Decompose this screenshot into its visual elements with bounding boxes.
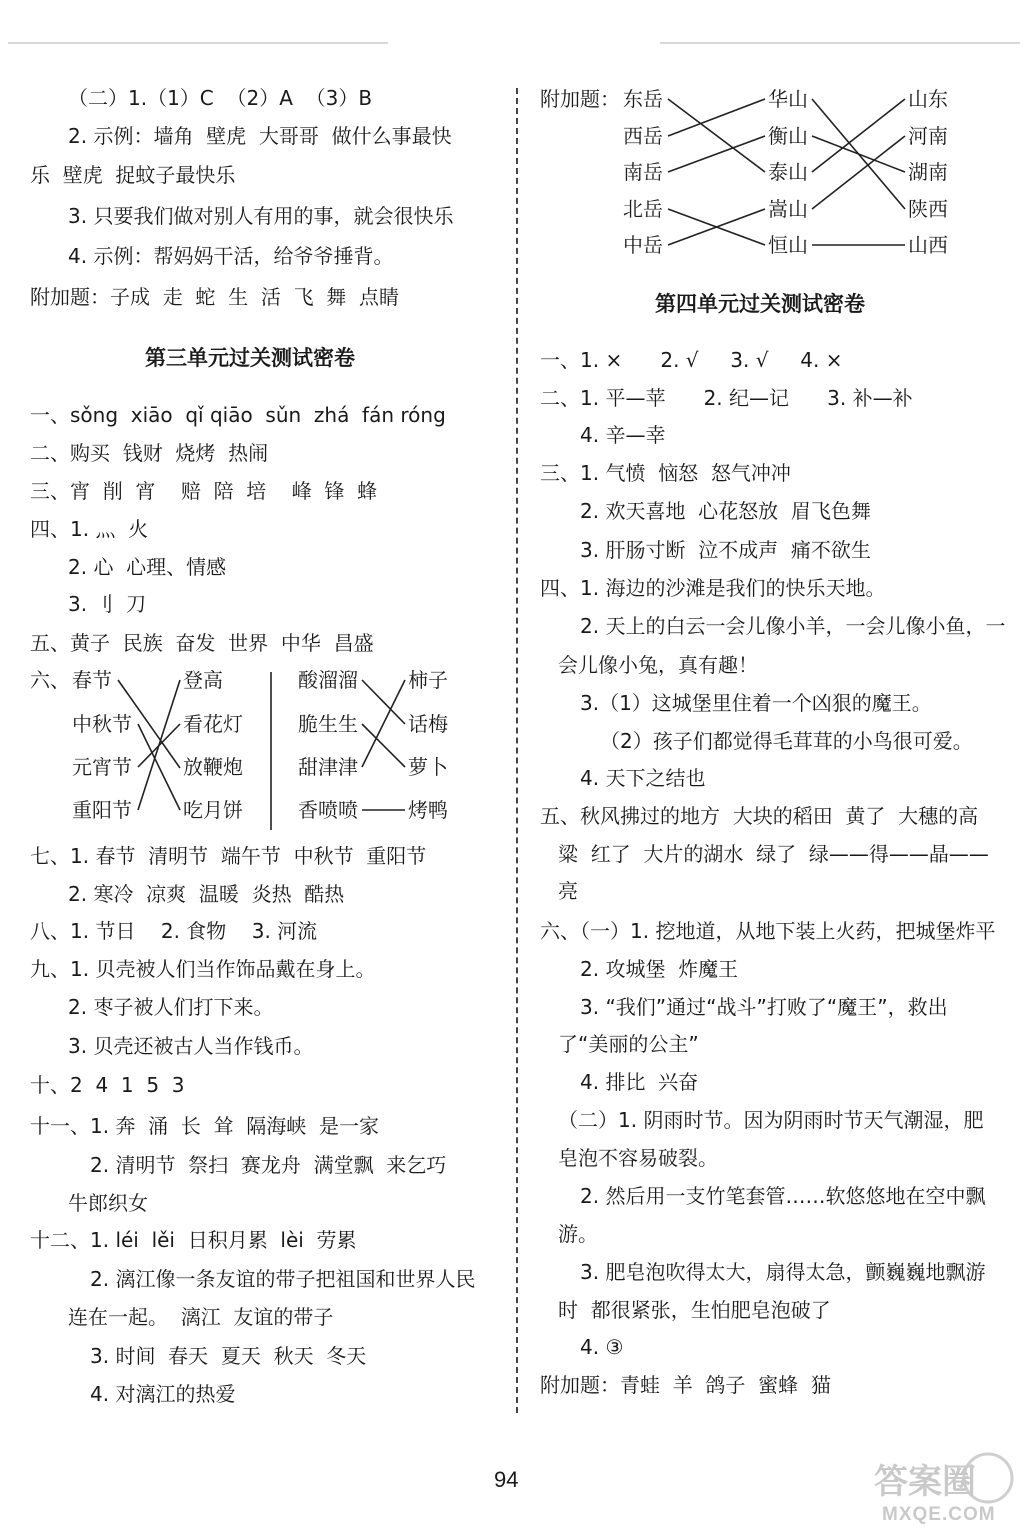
- answer-line: 2. 攻城堡 炸魔王: [580, 957, 739, 981]
- answer-line: 二、1. 平—苹 2. 纪—记 3. 补—补: [540, 386, 913, 410]
- food-label: 萝卜: [408, 755, 448, 779]
- answer-line: 2. 漓江像一条友谊的带子把祖国和世界人民: [90, 1267, 476, 1291]
- answer-line: 一、1. × 2. √ 3. √ 4. ×: [540, 348, 843, 372]
- answer-line: 乐 壁虎 捉蚊子最快乐: [30, 163, 236, 187]
- connector-line: [812, 136, 905, 172]
- answer-line: 2. 然后用一支竹笔套管……软悠悠地在空中飘: [580, 1184, 986, 1208]
- province-label: 陕西: [908, 197, 948, 221]
- answer-line: 粱 红了 大片的湖水 绿了 绿——得——晶——: [558, 842, 989, 866]
- custom-label: 放鞭炮: [183, 755, 243, 779]
- answer-line: 时 都很紧张，生怕肥皂泡破了: [558, 1298, 831, 1322]
- answer-line: 3. 贝壳还被古人当作钱币。: [68, 1034, 314, 1058]
- mountain-name-label: 嵩山: [768, 197, 808, 221]
- answer-line: 牛郎织女: [68, 1191, 148, 1215]
- unit3-title: 第三单元过关测试密卷: [145, 346, 355, 370]
- watermark-main-text: 答案圈: [874, 1463, 976, 1501]
- answer-line: 3. “我们”通过“战斗”打败了“魔王”，救出: [580, 995, 948, 1019]
- question-number: 六、: [30, 668, 70, 692]
- page-number: 94: [494, 1467, 519, 1492]
- food-label: 柿子: [408, 668, 448, 692]
- answer-line: 2. 欢天喜地 心花怒放 眉飞色舞: [580, 499, 871, 523]
- taste-label: 脆生生: [298, 712, 358, 736]
- mountain-name-label: 恒山: [768, 233, 808, 257]
- taste-label: 甜津津: [298, 755, 358, 779]
- food-label: 话梅: [408, 712, 448, 736]
- connector-line: [668, 99, 765, 136]
- answer-line: 4. 示例：帮妈妈干活，给爷爷捶背。: [68, 244, 394, 268]
- food-label: 烤鸭: [408, 798, 448, 822]
- province-label: 山东: [908, 87, 948, 111]
- mountain-label: 北岳: [623, 197, 663, 221]
- province-label: 湖南: [908, 160, 948, 184]
- answer-line: 皂泡不容易破裂。: [558, 1146, 718, 1170]
- answer-line: 3.（1）这城堡里住着一个凶狠的魔王。: [580, 691, 932, 715]
- answer-line: （二）1.（1）C （2）A （3）B: [68, 86, 373, 110]
- connector-line: [362, 680, 405, 767]
- mountain-name-label: 衡山: [768, 124, 808, 148]
- province-label: 山西: [908, 233, 948, 257]
- mountain-label: 西岳: [623, 124, 663, 148]
- answer-line: （二）1. 阴雨时节。因为阴雨时节天气潮湿，肥: [558, 1108, 984, 1132]
- festival-label: 重阳节: [72, 798, 132, 822]
- answer-line: 一、sǒng xiāo qǐ qiāo sǔn zhá fán róng: [30, 403, 446, 427]
- answer-line: 十、2 4 1 5 3: [30, 1073, 185, 1097]
- connector-line: [812, 136, 905, 209]
- connector-line: [668, 99, 765, 172]
- answer-line: 2. 清明节 祭扫 赛龙舟 满堂飘 来乞巧: [90, 1153, 447, 1177]
- answer-line: 2. 寒冷 凉爽 温暖 炎热 酷热: [68, 882, 345, 906]
- connector-line: [138, 724, 180, 810]
- answer-line: 亮: [558, 879, 578, 903]
- column-divider: [516, 88, 518, 1413]
- answer-line: 2. 心 心理、情感: [68, 555, 227, 579]
- festival-label: 中秋节: [72, 712, 132, 736]
- mountain-name-label: 华山: [768, 87, 808, 111]
- connector-line: [812, 99, 905, 172]
- taste-label: 香喷喷: [298, 798, 358, 822]
- taste-label: 酸溜溜: [298, 668, 358, 692]
- answer-line: 3. 刂 刀: [68, 592, 147, 616]
- top-rule-left: [8, 42, 388, 44]
- answer-line: 了“美丽的公主”: [558, 1032, 699, 1056]
- answer-line: 游。: [558, 1222, 598, 1246]
- mountain-name-label: 泰山: [768, 160, 808, 184]
- answer-line: 2. 示例：墙角 壁虎 大哥哥 做什么事最快: [68, 124, 452, 148]
- mountain-label: 南岳: [623, 160, 663, 184]
- answer-line: 五、黄子 民族 奋发 世界 中华 昌盛: [30, 631, 374, 655]
- answer-line: 十一、1. 奔 涌 长 耸 隔海峡 是一家: [30, 1114, 380, 1138]
- answer-line: 2. 枣子被人们打下来。: [68, 995, 274, 1019]
- answer-line: 4. 排比 兴奋: [580, 1070, 699, 1094]
- answer-line: 附加题：青蛙 羊 鸽子 蜜蜂 猫: [540, 1373, 831, 1397]
- answer-line: 五、秋风拂过的地方 大块的稻田 黄了 大穗的高: [540, 804, 979, 828]
- mountain-label: 东岳: [623, 87, 663, 111]
- answer-line: 四、1. 灬 火: [30, 517, 149, 541]
- answer-line: 3. 肥皂泡吹得太大，扇得太急，颤巍巍地飘游: [580, 1260, 986, 1284]
- festival-label: 春节: [72, 668, 112, 692]
- connector-line: [362, 680, 405, 724]
- connector-line: [668, 209, 765, 245]
- answer-line: 4. ③: [580, 1335, 624, 1359]
- answer-line: 4. 辛—幸: [580, 423, 666, 447]
- festival-label: 元宵节: [72, 755, 132, 779]
- connector-line: [812, 99, 905, 209]
- unit4-title: 第四单元过关测试密卷: [655, 292, 865, 316]
- answer-line: 连在一起。 漓江 友谊的带子: [68, 1305, 334, 1329]
- custom-label: 看花灯: [183, 712, 243, 736]
- top-rule-right: [660, 42, 1020, 44]
- answer-line: （2）孩子们都觉得毛茸茸的小鸟很可爱。: [600, 729, 973, 753]
- answer-line: 十二、1. léi lěi 日积月累 lèi 劳累: [30, 1228, 357, 1252]
- answer-line: 2. 天上的白云一会儿像小羊，一会儿像小鱼，一: [580, 614, 1006, 638]
- extra-question-prefix: 附加题：: [540, 87, 620, 111]
- answer-line: 4. 对漓江的热爱: [90, 1382, 236, 1406]
- connector-line: [138, 680, 180, 810]
- custom-label: 登高: [183, 668, 223, 692]
- answer-line: 七、1. 春节 清明节 端午节 中秋节 重阳节: [30, 844, 427, 868]
- answer-line: 3. 只要我们做对别人有用的事，就会很快乐: [68, 204, 454, 228]
- province-label: 河南: [908, 124, 948, 148]
- answer-line: 三、宵 削 宵 赔 陪 培 峰 锋 蜂: [30, 479, 378, 503]
- answer-line: 3. 肝肠寸断 泣不成声 痛不欲生: [580, 538, 871, 562]
- custom-label: 吃月饼: [183, 798, 243, 822]
- answer-line: 会儿像小兔，真有趣！: [558, 653, 758, 677]
- connector-line: [362, 724, 405, 767]
- answer-line: 4. 天下之结也: [580, 766, 706, 790]
- watermark-logo: [868, 1450, 1018, 1530]
- connector-line: [668, 136, 765, 172]
- answer-line: 三、1. 气愤 恼怒 怒气冲冲: [540, 461, 791, 485]
- answer-line: 六、（一）1. 挖地道，从地下装上火药，把城堡炸平: [540, 919, 996, 943]
- connector-line: [668, 209, 765, 245]
- answer-line: 3. 时间 春天 夏天 秋天 冬天: [90, 1344, 367, 1368]
- answer-line: 八、1. 节日 2. 食物 3. 河流: [30, 919, 318, 943]
- answer-line: 附加题：子成 走 蛇 生 活 飞 舞 点睛: [30, 285, 400, 309]
- answer-line: 二、购买 钱财 烧烤 热闹: [30, 441, 269, 465]
- mountain-label: 中岳: [623, 233, 663, 257]
- connector-line: [138, 724, 180, 767]
- answer-line: 四、1. 海边的沙滩是我们的快乐天地。: [540, 576, 886, 600]
- answer-line: 九、1. 贝壳被人们当作饰品戴在身上。: [30, 957, 376, 981]
- watermark-url-text: MXQE.COM: [882, 1504, 996, 1525]
